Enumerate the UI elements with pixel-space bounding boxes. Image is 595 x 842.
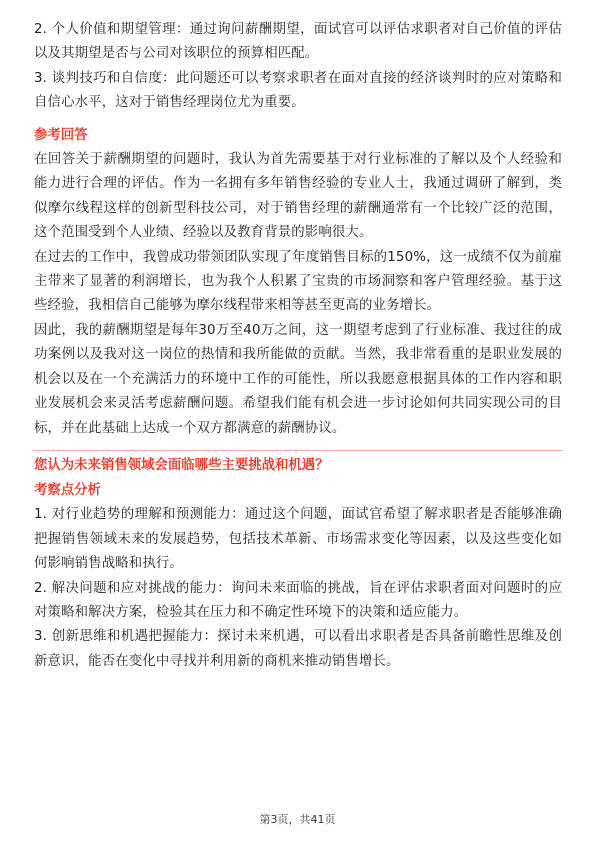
interview-question: 您认为未来销售领域会面临哪些主要挑战和机遇？ <box>34 457 329 473</box>
reference-paragraph-1: 在回答关于薪酬期望的问题时，我认为首先需要基于对行业标准的了解以及个人经验和能力进行合理的评估。作为一名拥有多年销售经验的专业人士，我通过调研了解到，类似摩尔线程这样的创新型科技公司，对于销售经理的薪酬通常有一个比较广泛的范围，这个范围受到个人业绩、经验以及教育背景的影响很大。 <box>34 152 562 241</box>
section-divider <box>34 450 562 451</box>
intro-point-2: 2. 个人价值和期望管理：通过询问薪酬期望，面试官可以评估求职者对自己价值的评估以及其期望是否与公司对该职位的预算相匹配。 <box>34 22 562 62</box>
reference-paragraph-3: 因此，我的薪酬期望是每年30万至40万之间，这一期望考虑到了行业标准、我过往的成功案例以及我对这一岗位的热情和我所能做的贡献。当然，我非常看重的是职业发展的机会以及在一个充满活力的环境中工作的可能性，所以我愿意根据具体的工作内容和职业发展机会来灵活考虑薪酬问题。希望我们能有机会进一步讨论如何共同实现公司的目标，并在此基础上达成一个双方都满意的薪酬协议。 <box>34 322 562 436</box>
analysis-point-3: 3. 创新思维和机遇把握能力：探讨未来机遇，可以看出求职者是否具备前瞻性思维及创新意识，能否在变化中寻找并利用新的商机来推动销售增长。 <box>34 629 562 669</box>
analysis-point-2: 2. 解决问题和应对挑战的能力：询问未来面临的挑战，旨在评估求职者面对问题时的应对策略和解决方案，检验其在压力和不确定性环境下的决策和适应能力。 <box>34 580 562 620</box>
analysis-point-1: 1. 对行业趋势的理解和预测能力：通过这个问题，面试官希望了解求职者是否能够准确把握销售领域未来的发展趋势，包括技术革新、市场需求变化等因素，以及这些变化如何影响销售战略和执行。 <box>34 507 562 572</box>
reference-answer-heading: 参考回答 <box>34 127 88 143</box>
analysis-heading: 考察点分析 <box>34 482 101 498</box>
intro-point-3: 3. 谈判技巧和自信度：此问题还可以考察求职者在面对直接的经济谈判时的应对策略和自信心水平，这对于销售经理岗位尤为重要。 <box>34 70 562 111</box>
page-number-footer: 第3页，共41页 <box>259 813 336 826</box>
spacer <box>34 116 562 124</box>
reference-paragraph-2: 在过去的工作中，我曾成功带领团队实现了年度销售目标的150%，这一成绩不仅为前雇主带来了显著的利润增长，也为我个人积累了宝贵的市场洞察和客户管理经验。基于这些经验，我相信自己能够为摩尔线程带来相等甚至更高的业务增长。 <box>34 249 562 314</box>
page-content <box>34 18 562 674</box>
